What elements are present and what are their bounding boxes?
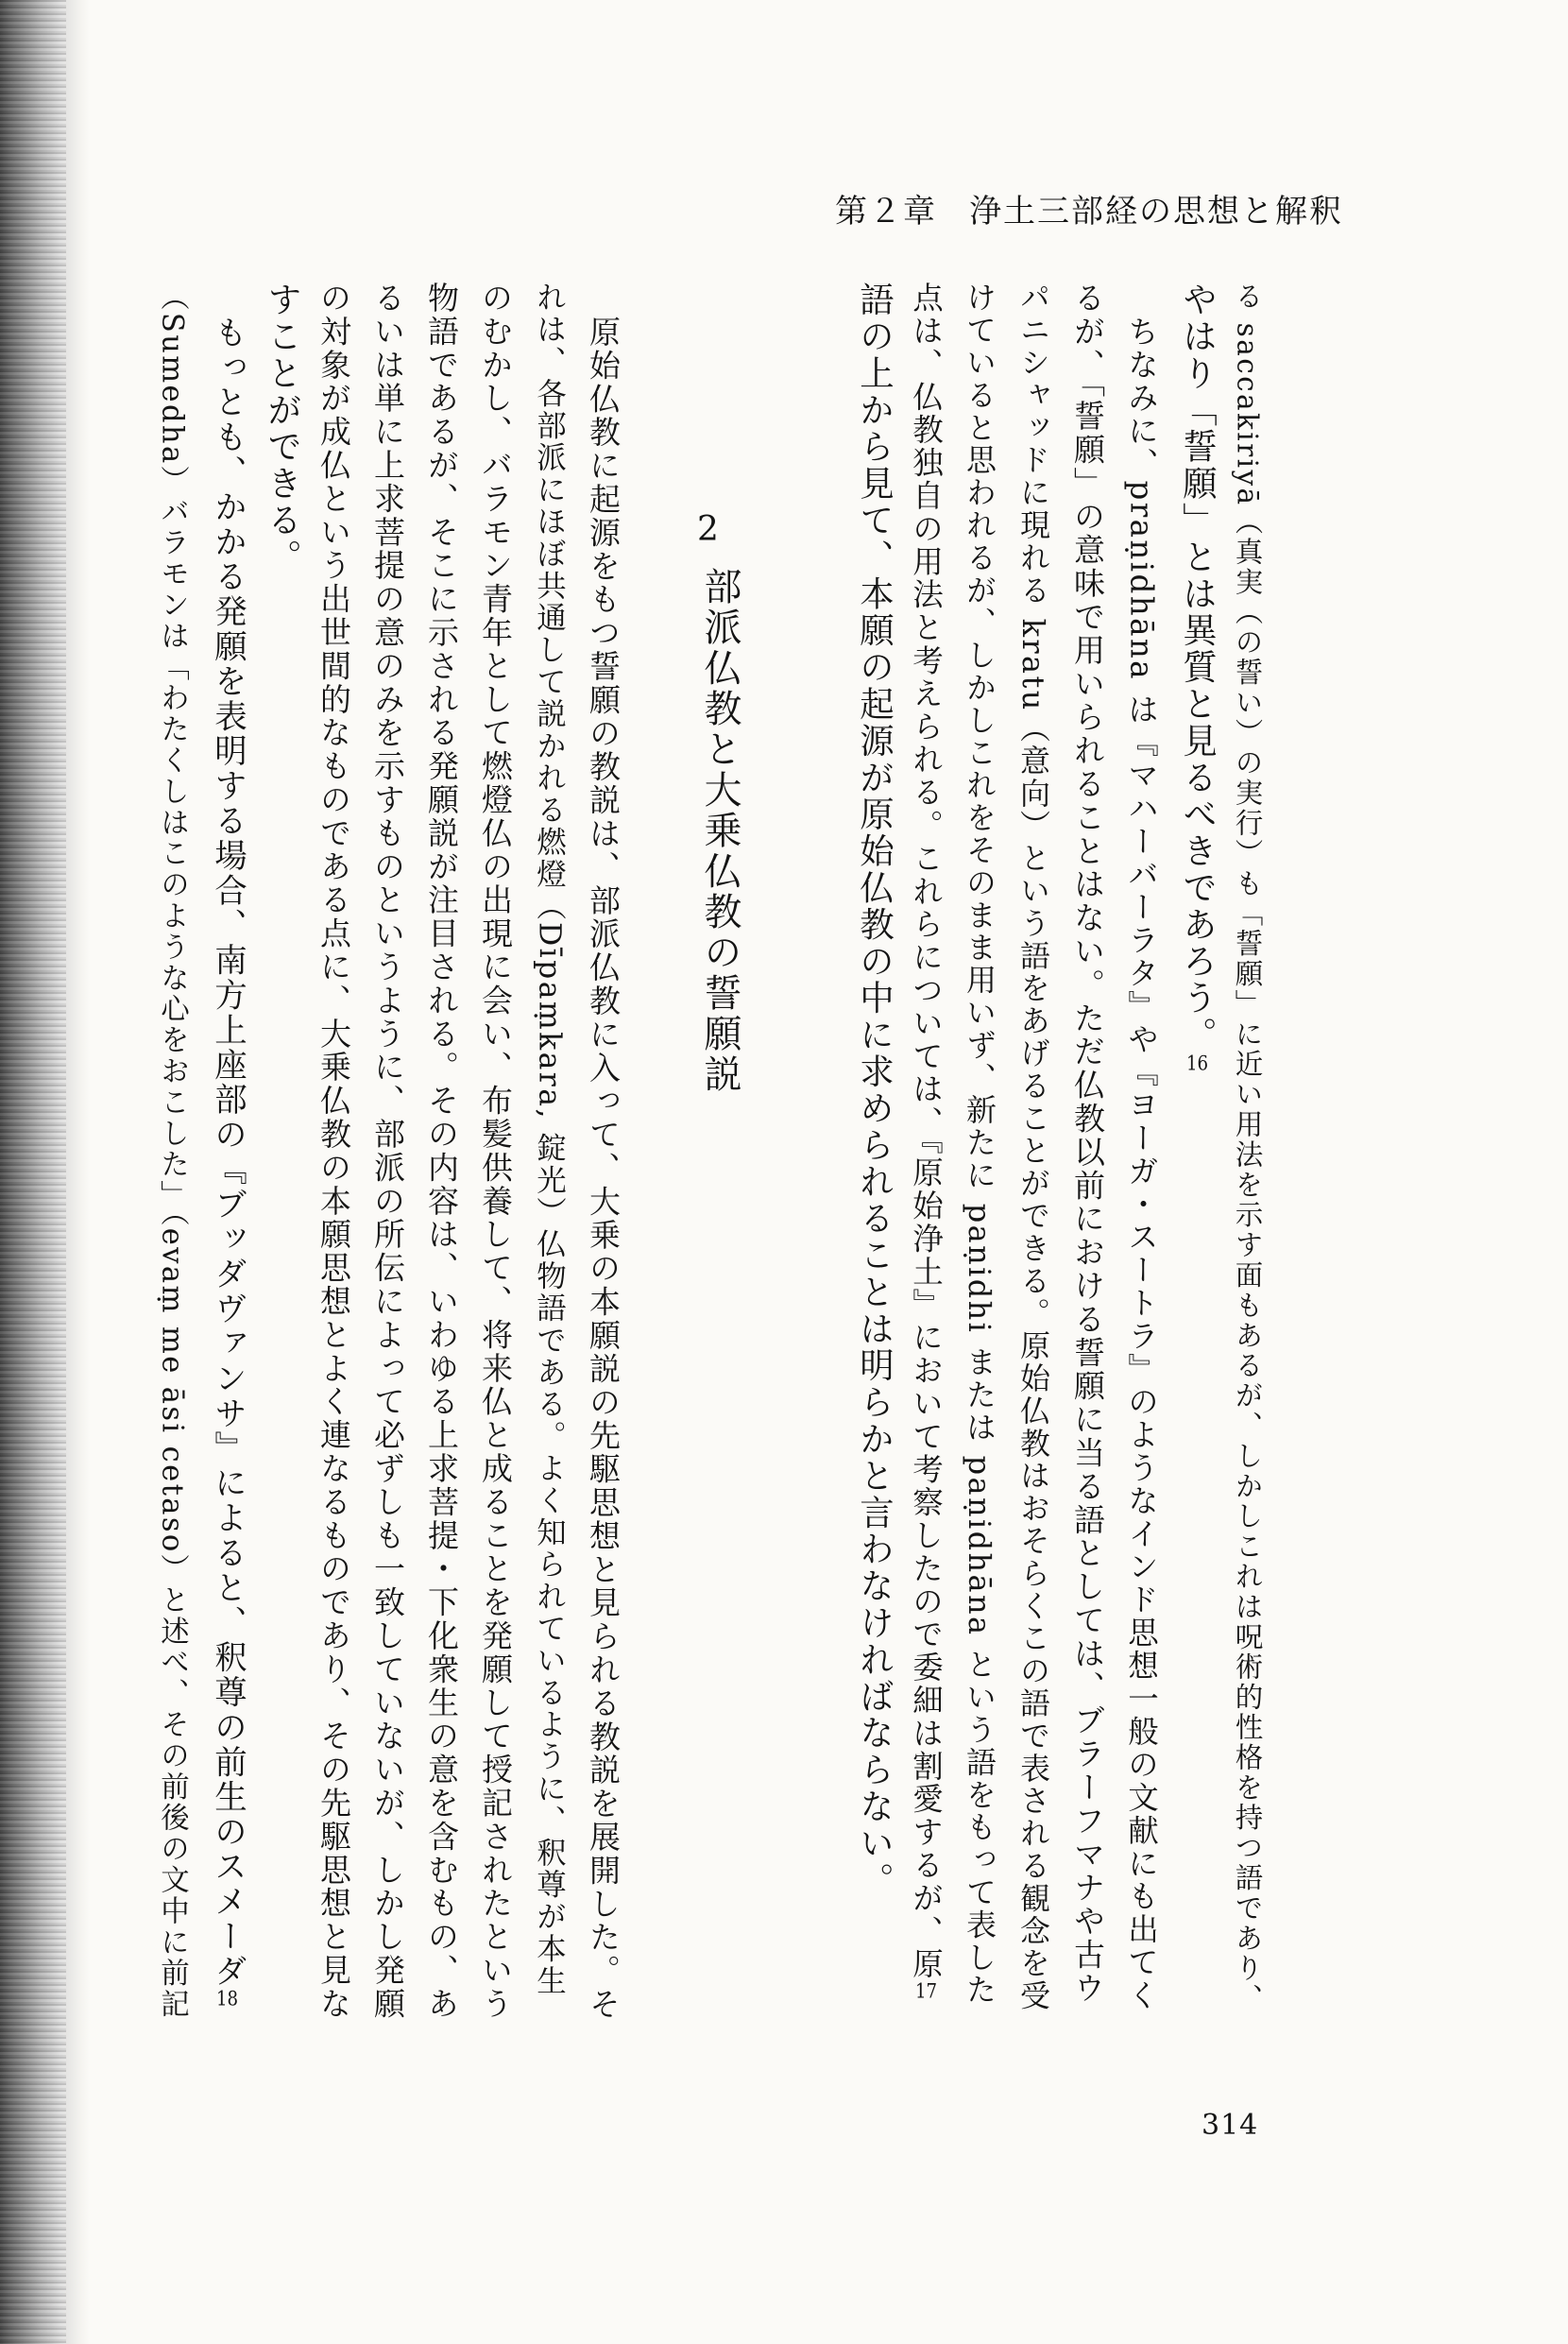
text-line: 語の上から見て、本願の起源が原始仏教の中に求められることは明らかと言わなければならない。 bbox=[854, 282, 895, 1899]
text-line: けていると思われるが、しかしこれをそのまま用いず、新たに paṇidhi または paṇidhāna という語をもって表した bbox=[962, 282, 997, 2007]
running-head bbox=[835, 185, 1343, 231]
text-line: ちなみに、praṇidhāna は『マハーバーラタ』や『ヨーガ・スートラ』のようなインド思想一般の文献にも出てく bbox=[1123, 316, 1160, 2012]
text-line: 点は、仏教独自の用法と考えられる。これらについては、『原始浄土』において考察したので委細は割愛するが、原17 bbox=[908, 282, 945, 2001]
section-number: 2 bbox=[697, 510, 719, 549]
note-ref-17: 17 bbox=[914, 1980, 938, 2001]
text-line: るが、「誓願」の意味で用いられることはない。ただ仏教以前における誓願に当る語としては、ブラーフマナや古ウ bbox=[1069, 282, 1106, 2006]
chapter-label: 第２章 bbox=[835, 193, 937, 231]
text-line: 原始仏教に起源をもつ誓願の教説は、部派仏教に入って、大乗の本願説の先駆思想と見られる教説を展開した。そ bbox=[585, 316, 622, 2022]
section-heading: 部派仏教と大乗仏教の誓願説 bbox=[698, 567, 741, 1095]
text-line: （Sumedha）バラモンは「わたくしはこのような心をおこした」（evaṃ me āsi cetaso）と述べ、その前後の文中に前記 bbox=[155, 282, 189, 2021]
text-line: るいは単に上求菩提の意のみを示すものというように、部派の所伝によって必ずしも一致していないが、しかし発願 bbox=[369, 282, 406, 2021]
note-ref-18: 18 bbox=[215, 1989, 239, 2010]
text-line: やはり「誓願」とは異質と見るべきであろう。16 bbox=[1177, 282, 1219, 1073]
text-line: る saccakiriyā（真実（の誓い）の実行）も「誓願」に近い用法を示す面もあるが、しかしこれは呪術的性格を持つ語であり、 bbox=[1231, 282, 1264, 2014]
text-line: のむかし、バラモン青年として燃燈仏の出現に会い、布髪供養して、将来仏と成ることを発願して授記されたという bbox=[477, 282, 514, 2021]
text-line: 物語であるが、そこに示される発願説が注目される。その内容は、いわゆる上求菩提・下化衆生の意を含むもの、あ bbox=[423, 282, 460, 2021]
note-ref-16: 16 bbox=[1185, 1052, 1209, 1073]
text-line: パニシャッドに現れる kratu（意向）という語をあげることができる。原始仏教はおそらくこの語で表される観念を受 bbox=[1015, 282, 1051, 2012]
text-line: れは、各部派にほぼ共通して説かれる燃燈（Dīpaṃkara, 錠光）仏物語である。よく知られているように、釈尊が本生 bbox=[532, 282, 567, 1997]
scan-noise bbox=[0, 0, 66, 2344]
text-line: すことができる。 bbox=[262, 282, 303, 576]
text-line: もっとも、かかる発願を表明する場合、南方上座部の『ブッダヴァンサ』によると、釈尊の前生のスメーダ18 bbox=[208, 316, 247, 2010]
chapter-title: 浄土三部経の思想と解釈 bbox=[969, 193, 1343, 231]
text-line: の対象が成仏という出世間的なものである点に、大乗仏教の本願思想とよく連なるものであり、その先駆思想と見な bbox=[315, 282, 352, 2021]
page-number: 314 bbox=[1202, 2109, 1259, 2142]
